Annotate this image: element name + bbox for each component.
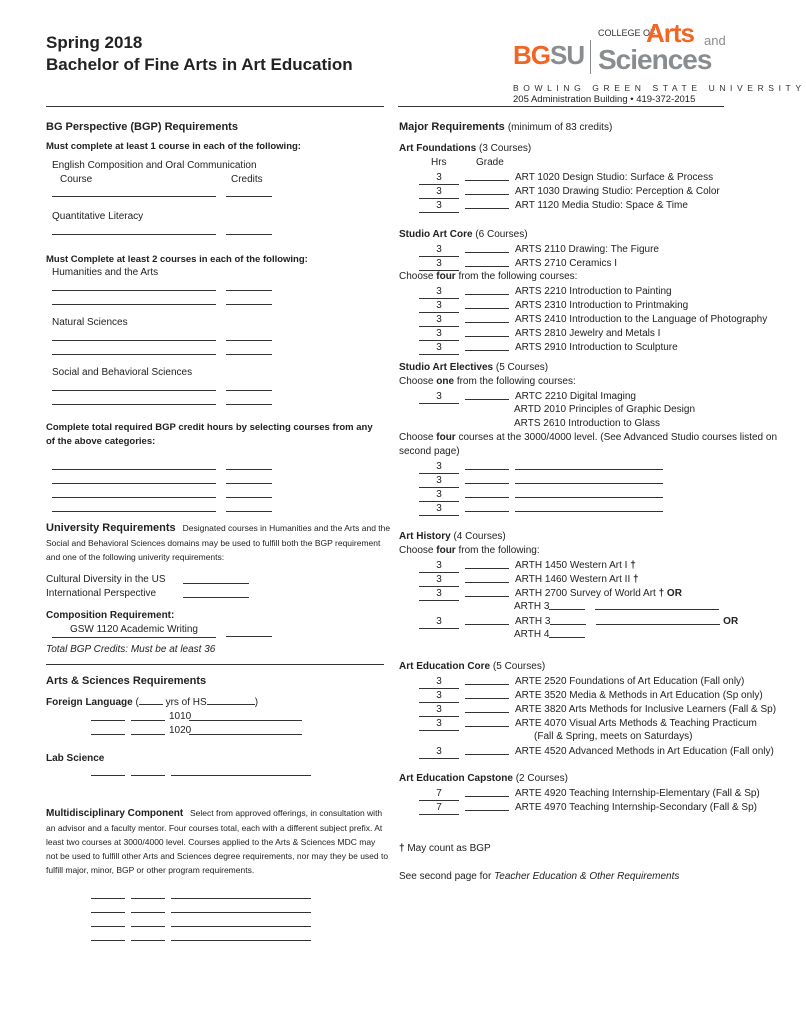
grade-field[interactable] [465, 572, 509, 583]
lang-1010-grade-field[interactable] [131, 720, 165, 721]
lab-label: Lab Science [46, 753, 105, 764]
humanities-course-field-1[interactable] [52, 290, 216, 291]
hrs-field[interactable]: 3 [419, 314, 459, 327]
mdc-hrs-field-2[interactable] [91, 912, 125, 913]
course-name: ARTE 4070 Visual Arts Methods & Teaching Practicum [515, 718, 757, 729]
foreign-paren-open: ( [135, 697, 139, 708]
hrs-field[interactable]: 3 [419, 616, 459, 629]
hrs-col-label: Hrs [431, 157, 447, 168]
mdc-course-field-2[interactable] [171, 912, 311, 913]
course-blank-field[interactable] [515, 474, 663, 484]
course-name: ARTH 2700 Survey of World Art [515, 588, 656, 599]
social-credits-field-2[interactable] [226, 404, 272, 405]
grade-field[interactable] [465, 184, 509, 195]
major-heading: Major Requirements [399, 121, 505, 133]
hrs-field[interactable]: 3 [419, 244, 459, 257]
see-second-label: See second page for [399, 871, 492, 882]
cultural-field[interactable] [183, 583, 249, 584]
edu-core-heading-row [399, 660, 545, 674]
extra-course-field-2[interactable] [52, 483, 216, 484]
grade-field[interactable] [465, 702, 509, 713]
logo-college-of: COLLEGE OF [598, 28, 656, 38]
from-following-label-1: from the following courses: [458, 271, 578, 282]
natural-course-field-2[interactable] [52, 354, 216, 355]
grade-field[interactable] [465, 800, 509, 811]
one-label: one [436, 376, 455, 387]
grade-field[interactable] [465, 716, 509, 727]
course-name: ARTS 2410 Introduction to the Language of Photography [515, 314, 768, 325]
grade-field[interactable] [465, 674, 509, 685]
humanities-course-field-2[interactable] [52, 304, 216, 305]
hrs-field[interactable]: 3 [419, 489, 459, 502]
course-row [419, 558, 636, 573]
cultural-label: Cultural Diversity in the US [46, 574, 166, 585]
mdc-line-4: not be used to fulfill other Arts and Sciences degree requirements, nor may they be used to [46, 851, 389, 861]
capstone-heading: Art Education Capstone [399, 773, 513, 784]
hrs-field[interactable]: 3 [419, 300, 459, 313]
course-name: ARTS 2910 Introduction to Sculpture [515, 342, 678, 353]
electives-choose-one-row [399, 375, 576, 389]
hrs-field[interactable]: 3 [419, 391, 459, 404]
natural-credits-field-2[interactable] [226, 354, 272, 355]
mdc-course-field-4[interactable] [171, 940, 311, 941]
hrs-field[interactable]: 3 [419, 200, 459, 213]
social-label: Social and Behavioral Sciences [52, 367, 193, 378]
course-row [419, 284, 672, 299]
course-name: ART 1020 Design Studio: Surface & Process [515, 172, 714, 183]
grade-field[interactable] [465, 312, 509, 323]
grade-field[interactable] [465, 688, 509, 699]
course-row [419, 326, 660, 341]
extra-credits-field-4[interactable] [226, 511, 272, 512]
grade-field[interactable] [465, 340, 509, 351]
mdc-hrs-field-3[interactable] [91, 926, 125, 927]
mdc-grade-field-1[interactable] [131, 898, 165, 899]
grade-field[interactable] [465, 198, 509, 209]
foundations-heading: Art Foundations [399, 143, 477, 154]
studio-core-heading: Studio Art Core [399, 229, 473, 240]
bgp-heading: BG Perspective (BGP) Requirements [46, 121, 238, 133]
mdc-line-2: an advisor and a faculty mentor. Four courses total, each with a different subject prefix. At [46, 823, 383, 833]
hrs-field[interactable]: 3 [419, 172, 459, 185]
hrs-field[interactable]: 3 [419, 258, 459, 271]
course-row [419, 256, 617, 271]
course-row [419, 487, 663, 502]
hrs-field[interactable]: 7 [419, 802, 459, 815]
see-second-row [399, 870, 679, 884]
program-title: Bachelor of Fine Arts in Art Education [46, 55, 353, 74]
course-row [419, 674, 744, 689]
course-row [419, 170, 713, 185]
course-row [419, 572, 639, 587]
course-name: ARTS 2110 Drawing: The Figure [515, 244, 659, 255]
hrs-field[interactable]: 3 [419, 588, 459, 601]
course-row [419, 242, 659, 257]
hrs-field[interactable]: 3 [419, 704, 459, 717]
grade-field[interactable] [465, 473, 509, 484]
mdc-grade-field-2[interactable] [131, 912, 165, 913]
credits-col-label: Credits [231, 174, 263, 185]
university-desc-1: Designated courses in Humanities and the Arts and the [182, 523, 391, 533]
composition-heading: Composition Requirement: [46, 610, 175, 621]
course-row [419, 786, 760, 801]
grade-field[interactable] [465, 487, 509, 498]
studio-core-heading-row [399, 228, 528, 242]
quant-credits-field[interactable] [226, 234, 272, 235]
grade-field[interactable] [465, 284, 509, 295]
arth-label: ARTH 3 [515, 616, 551, 627]
lang-1020-grade-field[interactable] [131, 734, 165, 735]
left-section-rule [46, 664, 384, 665]
course-name: ART 1120 Media Studio: Space & Time [515, 200, 688, 211]
or-label: OR [664, 588, 682, 599]
four-label-2: four [436, 432, 456, 443]
social-course-field-2[interactable] [52, 404, 216, 405]
lab-hrs-field[interactable] [91, 775, 125, 776]
course-row [419, 198, 688, 213]
major-heading-note: (minimum of 83 credits) [507, 122, 613, 133]
gsw-field: GSW 1120 Academic Writing [52, 623, 216, 638]
course-name: ARTS 2310 Introduction to Printmaking [515, 300, 689, 311]
arth-row [514, 600, 719, 614]
social-credits-field-1[interactable] [226, 390, 272, 391]
address: 205 Administration Building • 419-372-2015 [513, 94, 696, 105]
quant-label: Quantitative Literacy [52, 211, 144, 222]
lang-1020-label: 1020 [169, 725, 192, 736]
extra-course-field-3[interactable] [52, 497, 216, 498]
grade-field[interactable] [465, 586, 509, 597]
grade-col-label: Grade [476, 157, 504, 168]
mdc-grade-field-3[interactable] [131, 926, 165, 927]
course-name: ARTE 4520 Advanced Methods in Art Education (Fall only) [515, 746, 774, 757]
social-course-field-1[interactable] [52, 390, 216, 391]
english-credits-field[interactable] [226, 196, 272, 197]
mdc-line-1: Select from approved offerings, in consultation with [190, 808, 383, 818]
electives-heading: Studio Art Electives [399, 362, 494, 373]
electives-four-text: courses at the 3000/4000 level. (See Advanced Studio courses listed on [458, 432, 778, 443]
edu-core-heading: Art Education Core [399, 661, 491, 672]
course-col-label: Course [60, 174, 93, 185]
history-note: (4 Courses) [453, 531, 506, 542]
lang-1010-hrs-field[interactable] [91, 720, 125, 721]
course-row [419, 298, 688, 313]
course-name: ARTE 4970 Teaching Internship-Secondary (Fall & Sp) [515, 802, 757, 813]
mdc-course-field-3[interactable] [171, 926, 311, 927]
capstone-note: (2 Courses) [515, 773, 568, 784]
hrs-field[interactable]: 3 [419, 342, 459, 355]
course-row [419, 744, 774, 759]
bgsu-logo [513, 40, 584, 80]
extra-credits-field-1[interactable] [226, 469, 272, 470]
grade-field[interactable] [465, 614, 509, 625]
course-name: ARTH 1460 Western Art II [515, 574, 631, 585]
course-name: ARTS 2610 Introduction to Glass [514, 418, 661, 429]
gsw-credits-field[interactable] [226, 636, 272, 637]
from-following-label-2: from the following courses: [456, 376, 576, 387]
logo-divider [590, 40, 591, 74]
grade-field[interactable] [465, 744, 509, 755]
foreign-yrs-label: yrs of HS [165, 697, 207, 708]
arth-title-field[interactable] [596, 615, 720, 625]
course-name: ARTC 2210 Digital Imaging [515, 391, 636, 402]
university-name: BOWLING GREEN STATE UNIVERSITY [513, 83, 806, 93]
complete-total-line-2: of the above categories: [46, 436, 156, 447]
grade-field[interactable] [465, 256, 509, 267]
course-name: ARTS 2210 Introduction to Painting [515, 286, 672, 297]
course-blank-field[interactable] [515, 502, 663, 512]
logo-sciences: Sciences [598, 44, 712, 75]
extra-credits-field-3[interactable] [226, 497, 272, 498]
course-name: ARTE 4920 Teaching Internship-Elementary (Fall & Sp) [515, 788, 760, 799]
edu-core-note-2: (Fall & Spring, meets on Saturdays) [534, 731, 693, 742]
mdc-hrs-field-4[interactable] [91, 940, 125, 941]
mdc-grade-field-4[interactable] [131, 940, 165, 941]
foreign-yrs-field[interactable] [139, 695, 163, 705]
see-second-italic: Teacher Education & Other Requirements [494, 871, 680, 882]
arth-number-field[interactable] [550, 615, 586, 625]
lab-grade-field[interactable] [131, 775, 165, 776]
choose-label-2: Choose [399, 376, 434, 387]
logo-arts: Arts [646, 18, 695, 48]
arth-row [514, 628, 585, 642]
course-name: ARTE 2520 Foundations of Art Education (Fall only) [515, 676, 745, 687]
english-label: English Composition and Oral Communication [52, 160, 257, 171]
arth-label: ARTH 3 [514, 601, 550, 612]
history-choose-row [399, 544, 540, 558]
bgp-dagger: † [627, 560, 636, 571]
humanities-credits-field-1[interactable] [226, 290, 272, 291]
course-name: ART 1030 Drawing Studio: Perception & Color [515, 186, 720, 197]
hrs-field[interactable]: 3 [419, 718, 459, 731]
arth-title-field[interactable] [595, 600, 719, 610]
studio-core-note: (6 Courses) [475, 229, 528, 240]
foreign-row [46, 695, 258, 710]
humanities-label: Humanities and the Arts [52, 267, 159, 278]
course-row [419, 800, 757, 815]
bgp-dagger: † [655, 588, 665, 599]
capstone-heading-row [399, 772, 568, 786]
from-the-following-label: from the following: [458, 545, 540, 556]
english-course-field[interactable] [52, 196, 216, 197]
extra-course-field-1[interactable] [52, 469, 216, 470]
extra-credits-field-2[interactable] [226, 483, 272, 484]
foreign-label: Foreign Language [46, 697, 133, 708]
grade-field[interactable] [465, 298, 509, 309]
natural-credits-field-1[interactable] [226, 340, 272, 341]
dagger-note: May count as BGP [407, 843, 491, 854]
header-rule-left [46, 106, 384, 107]
grade-field[interactable] [465, 242, 509, 253]
arth-number-field[interactable] [549, 628, 585, 638]
dagger-symbol: † [399, 843, 405, 854]
logo-and: and [704, 33, 726, 48]
mdc-section [46, 808, 382, 819]
electives-four-text-2: second page) [399, 446, 460, 457]
course-row [419, 312, 767, 327]
grade-field[interactable] [465, 326, 509, 337]
mdc-heading: Multidisciplinary Component [46, 808, 184, 819]
course-blank-field[interactable] [515, 460, 663, 470]
course-row [419, 184, 720, 199]
international-label: International Perspective [46, 588, 157, 599]
hrs-field[interactable]: 3 [419, 286, 459, 299]
grade-field[interactable] [465, 170, 509, 181]
foundations-heading-row [399, 142, 531, 156]
course-row [419, 473, 663, 488]
bgp-must-one: Must complete at least 1 course in each of the following: [46, 141, 301, 152]
grade-field[interactable] [465, 459, 509, 470]
choose-label-1: Choose [399, 271, 434, 282]
course-blank-field[interactable] [515, 488, 663, 498]
hrs-field[interactable]: 3 [419, 475, 459, 488]
course-name: ARTH 1450 Western Art I [515, 560, 628, 571]
course-row [419, 688, 763, 703]
arth-number-field[interactable] [549, 600, 585, 610]
hrs-field[interactable]: 3 [419, 503, 459, 516]
university-section [46, 522, 390, 534]
course-row [419, 340, 678, 355]
course-name: ARTE 3820 Arts Methods for Inclusive Learners (Fall & Sp) [515, 704, 777, 715]
history-heading-row [399, 530, 506, 544]
humanities-credits-field-2[interactable] [226, 304, 272, 305]
extra-course-field-4[interactable] [52, 511, 216, 512]
hrs-field[interactable]: 3 [419, 186, 459, 199]
lang-1010-label: 1010 [169, 711, 192, 722]
grade-field[interactable] [465, 558, 509, 569]
course-row [419, 716, 757, 731]
lang-1020-course-field[interactable] [189, 734, 302, 735]
choose-label-3: Choose [399, 432, 434, 443]
four-label-1: four [436, 271, 456, 282]
university-heading: University Requirements [46, 522, 176, 534]
hrs-field[interactable]: 3 [419, 676, 459, 689]
dagger-note-row [399, 842, 491, 856]
hrs-field[interactable]: 3 [419, 574, 459, 587]
hrs-field[interactable]: 3 [419, 328, 459, 341]
or-label: OR [720, 616, 739, 627]
grade-field[interactable] [465, 786, 509, 797]
electives-four-row [399, 431, 777, 445]
major-heading-row [399, 121, 612, 133]
edu-core-note: (5 Courses) [492, 661, 546, 672]
course-row [419, 702, 776, 717]
course-name: ARTS 2710 Ceramics I [515, 258, 618, 269]
course-name: ARTE 3520 Media & Methods in Art Education (Sp only) [515, 690, 763, 701]
four-label-3: four [436, 545, 456, 556]
grade-field[interactable] [465, 389, 509, 400]
lang-1010-course-field[interactable] [189, 720, 302, 721]
history-heading: Art History [399, 531, 451, 542]
natural-label: Natural Sciences [52, 317, 128, 328]
logo-su-text: SU [550, 40, 585, 70]
course-name: ARTD 2010 Principles of Graphic Design [514, 404, 696, 415]
bgp-dagger: † [630, 574, 639, 585]
course-row [419, 389, 636, 404]
logo-bg-text: BG [513, 40, 550, 70]
total-bgp: Total BGP Credits: Must be at least 36 [46, 644, 216, 655]
term-title: Spring 2018 [46, 33, 143, 52]
university-desc-2: Social and Behavioral Sciences domains may be used to fulfill both the BGP requirement [46, 538, 381, 548]
course-row [419, 586, 682, 601]
foreign-paren-close: ) [254, 697, 259, 708]
mdc-hrs-field-1[interactable] [91, 898, 125, 899]
grade-field[interactable] [465, 501, 509, 512]
university-desc-3: and one of the following univerity requirements: [46, 552, 225, 562]
foundations-note: (3 Courses) [479, 143, 532, 154]
course-row [419, 459, 663, 474]
course-name: ARTS 2810 Jewelry and Metals I [515, 328, 661, 339]
international-field[interactable] [183, 597, 249, 598]
arth-label: ARTH 4 [514, 629, 550, 640]
electives-note: (5 Courses) [495, 362, 549, 373]
mdc-line-5: fulfill major, minor, BGP or other program requirements. [46, 865, 255, 875]
hrs-field[interactable]: 3 [419, 461, 459, 474]
hrs-field[interactable]: 3 [419, 746, 459, 759]
hrs-field[interactable]: 3 [419, 560, 459, 573]
mdc-course-field-1[interactable] [171, 898, 311, 899]
bgp-must-two: Must Complete at least 2 courses in each of the following: [46, 254, 308, 265]
electives-heading-row [399, 361, 548, 375]
lang-1020-hrs-field[interactable] [91, 734, 125, 735]
lab-course-field[interactable] [171, 775, 311, 776]
mdc-line-3: least two courses at 3000/4000 level. Courses applied to the Arts & Sciences MDC may [46, 837, 376, 847]
studio-core-choose-row [399, 270, 577, 284]
complete-total-line-1: Complete total required BGP credit hours by selecting courses from any [46, 422, 373, 433]
quant-course-field[interactable] [52, 234, 216, 235]
natural-course-field-1[interactable] [52, 340, 216, 341]
arth-row [419, 614, 738, 629]
hrs-field[interactable]: 7 [419, 788, 459, 801]
hrs-field[interactable]: 3 [419, 690, 459, 703]
course-row [419, 501, 663, 516]
foreign-hs-field[interactable] [207, 695, 255, 705]
choose-label-4: Choose [399, 545, 434, 556]
as-heading: Arts & Sciences Requirements [46, 675, 207, 687]
